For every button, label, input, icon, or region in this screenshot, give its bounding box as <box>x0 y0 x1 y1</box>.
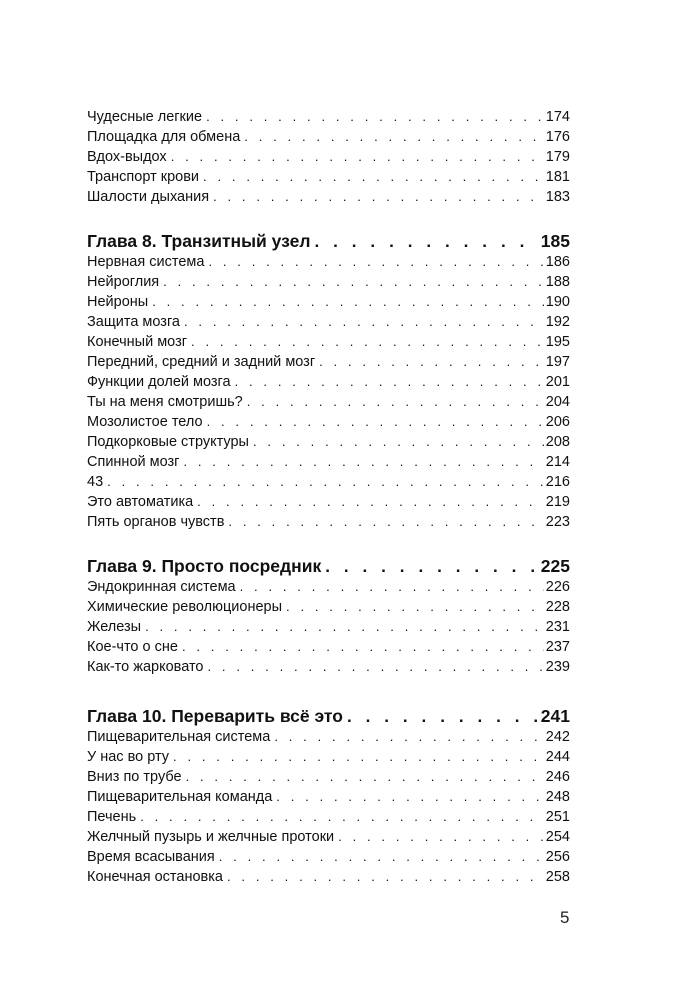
toc-entry-title: Конечный мозг <box>87 334 188 350</box>
toc-entry-page: 242 <box>545 729 570 745</box>
toc-entry-page: 176 <box>545 129 570 145</box>
toc-entry-page: 256 <box>545 849 570 865</box>
toc-entry-title: Защита мозга <box>87 314 180 330</box>
chapter-title: Глава 10. Переварить всё это <box>87 706 343 726</box>
leader-dots <box>325 555 539 579</box>
toc-entry-title: Печень <box>87 809 137 825</box>
toc-entry <box>87 767 570 787</box>
toc-entry-page: 195 <box>545 334 570 350</box>
page-number: 5 <box>560 908 570 927</box>
toc-entry-title: Эндокринная система <box>87 579 236 595</box>
toc-entry-page: 206 <box>545 414 570 430</box>
toc-entry <box>87 847 570 867</box>
toc-entry-title: Вниз по трубе <box>87 769 182 785</box>
leader-dots <box>140 807 544 827</box>
toc-entry-page: 216 <box>545 474 570 490</box>
toc-entry <box>87 747 570 767</box>
toc-entry-page: 231 <box>545 619 570 635</box>
chapter-page: 185 <box>540 231 570 251</box>
leader-dots <box>206 107 544 127</box>
toc-entry <box>87 452 570 472</box>
leader-dots <box>183 452 543 472</box>
toc-entry-title: Функции долей мозга <box>87 374 231 390</box>
toc-entry <box>87 727 570 747</box>
toc-entry-page: 237 <box>545 639 570 655</box>
toc-entry-page: 251 <box>545 809 570 825</box>
toc-entry <box>87 107 570 127</box>
toc-entry-page: 223 <box>545 514 570 530</box>
toc-entry-page: 208 <box>545 434 570 450</box>
toc-entry-page: 239 <box>545 659 570 675</box>
toc-entry <box>87 292 570 312</box>
toc-entry <box>87 657 570 677</box>
leader-dots <box>163 272 544 292</box>
leader-dots <box>319 352 544 372</box>
toc-entry-page: 246 <box>545 769 570 785</box>
toc-entry-page: 174 <box>545 109 570 125</box>
leader-dots <box>207 412 544 432</box>
toc-entry-page: 188 <box>545 274 570 290</box>
leader-dots <box>107 472 544 492</box>
toc-entry <box>87 617 570 637</box>
toc-entry <box>87 252 570 272</box>
toc-entry-title: Шалости дыхания <box>87 189 210 205</box>
toc-chapter-heading <box>87 704 570 728</box>
toc-entry-title: 43 <box>87 474 104 490</box>
chapter-page: 241 <box>540 706 570 726</box>
toc-entry <box>87 432 570 452</box>
toc-entry <box>87 312 570 332</box>
leader-dots <box>171 147 544 167</box>
toc-entry <box>87 512 570 532</box>
leader-dots <box>213 187 544 207</box>
toc-entry <box>87 187 570 207</box>
toc-entry-page: 204 <box>545 394 570 410</box>
toc-entry-title: Нервная система <box>87 254 205 270</box>
leader-dots <box>286 597 544 617</box>
toc-entry-page: 181 <box>545 169 570 185</box>
toc-entry <box>87 577 570 597</box>
toc-entry-title: Площадка для обмена <box>87 129 241 145</box>
toc-entry-title: Чудесные легкие <box>87 109 203 125</box>
toc-entry-page: 183 <box>545 189 570 205</box>
toc-entry-title: Вдох-выдох <box>87 149 167 165</box>
toc-chapter-heading <box>87 229 570 253</box>
toc-entry-title: Транспорт крови <box>87 169 200 185</box>
toc-entry-title: Желчный пузырь и желчные протоки <box>87 829 335 845</box>
toc-chapter-heading <box>87 554 570 578</box>
toc-entry-page: 254 <box>545 829 570 845</box>
leader-dots <box>203 167 544 187</box>
toc-entry <box>87 352 570 372</box>
toc-entry <box>87 272 570 292</box>
toc-entry-title: Мозолистое тело <box>87 414 203 430</box>
toc-entry <box>87 637 570 657</box>
toc-entry-title: Нейроглия <box>87 274 160 290</box>
leader-dots <box>191 332 544 352</box>
toc-entry <box>87 787 570 807</box>
toc-entry <box>87 867 570 887</box>
toc-entry <box>87 412 570 432</box>
toc-entry-page: 244 <box>545 749 570 765</box>
leader-dots <box>228 512 543 532</box>
leader-dots <box>253 432 544 452</box>
toc-entry-title: Пищеварительная система <box>87 729 271 745</box>
toc-entry <box>87 827 570 847</box>
leader-dots <box>314 230 538 254</box>
leader-dots <box>145 617 544 637</box>
toc-entry-page: 201 <box>545 374 570 390</box>
toc-entry-title: Время всасывания <box>87 849 215 865</box>
toc-entry-page: 186 <box>545 254 570 270</box>
toc-entry-page: 219 <box>545 494 570 510</box>
toc-entry-title: Нейроны <box>87 294 149 310</box>
leader-dots <box>227 867 544 887</box>
toc-entry <box>87 492 570 512</box>
leader-dots <box>219 847 544 867</box>
toc-entry <box>87 167 570 187</box>
toc-entry-page: 214 <box>545 454 570 470</box>
toc-entry <box>87 372 570 392</box>
toc-entry-title: Ты на меня смотришь? <box>87 394 243 410</box>
toc-entry-page: 228 <box>545 599 570 615</box>
toc-entry <box>87 472 570 492</box>
toc-entry-page: 179 <box>545 149 570 165</box>
toc-entry <box>87 127 570 147</box>
leader-dots <box>244 127 544 147</box>
toc-entry <box>87 147 570 167</box>
toc-entry-page: 197 <box>545 354 570 370</box>
toc-entry-title: Подкорковые структуры <box>87 434 249 450</box>
leader-dots <box>207 657 543 677</box>
chapter-title: Глава 9. Просто посредник <box>87 556 322 576</box>
toc-entry <box>87 597 570 617</box>
chapter-title: Глава 8. Транзитный узел <box>87 231 311 251</box>
leader-dots <box>197 492 544 512</box>
leader-dots <box>338 827 544 847</box>
leader-dots <box>347 705 539 729</box>
toc-entry-title: Передний, средний и задний мозг <box>87 354 316 370</box>
toc-entry-title: Это автоматика <box>87 494 194 510</box>
toc-entry-title: Кое-что о сне <box>87 639 178 655</box>
toc-entry-page: 226 <box>545 579 570 595</box>
toc-entry <box>87 392 570 412</box>
toc-entry-title: Спинной мозг <box>87 454 180 470</box>
toc-entry <box>87 332 570 352</box>
chapter-page: 225 <box>540 556 570 576</box>
toc-entry-title: Химические революционеры <box>87 599 283 615</box>
leader-dots <box>235 372 544 392</box>
leader-dots <box>182 637 544 657</box>
toc-entry-title: Пять органов чувств <box>87 514 225 530</box>
leader-dots <box>240 577 544 597</box>
toc-entry-title: Пищеварительная команда <box>87 789 273 805</box>
toc-entry-page: 248 <box>545 789 570 805</box>
leader-dots <box>152 292 544 312</box>
leader-dots <box>208 252 543 272</box>
toc-entry-title: У нас во рту <box>87 749 170 765</box>
leader-dots <box>184 312 544 332</box>
leader-dots <box>186 767 544 787</box>
toc-entry-page: 258 <box>545 869 570 885</box>
toc-entry-page: 192 <box>545 314 570 330</box>
leader-dots <box>173 747 544 767</box>
toc-entry <box>87 807 570 827</box>
toc-entry-page: 190 <box>545 294 570 310</box>
leader-dots <box>247 392 544 412</box>
toc-entry-title: Железы <box>87 619 142 635</box>
leader-dots <box>276 787 544 807</box>
toc-entry-title: Конечная остановка <box>87 869 223 885</box>
leader-dots <box>274 727 543 747</box>
toc-entry-title: Как-то жарковато <box>87 659 204 675</box>
